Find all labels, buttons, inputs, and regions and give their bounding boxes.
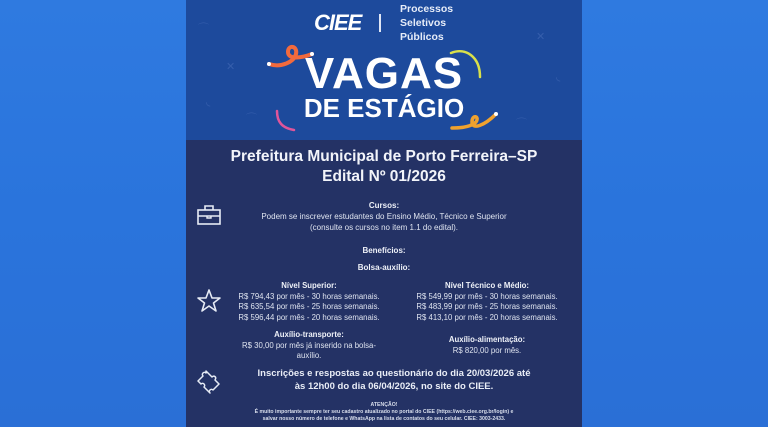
- atencao-text: É muito importante sempre ter seu cadastro atualizado no portal do CIEE (https://web.ciee.org.br/login) e: [254, 409, 514, 415]
- transporte-text: auxílio.: [296, 351, 322, 360]
- atencao-text: salvar nosso número de telefone e WhatsApp na lista de contatos do seu celular. CIEE: 3003-2433.: [262, 416, 506, 422]
- inscricoes-line: Inscrições e respostas ao questionário do dia 20/03/2026 até: [257, 368, 531, 379]
- title-vagas: VAGAS: [304, 49, 464, 98]
- cursos-heading: Cursos:: [368, 201, 400, 210]
- atencao-heading: ATENÇÃO!: [370, 402, 398, 408]
- organization-name: Prefeitura Municipal de Porto Ferreira–SP: [230, 148, 538, 165]
- beneficios-heading: Benefícios:: [362, 246, 406, 255]
- tagline-line: Seletivos: [400, 17, 447, 29]
- transporte-text: R$ 30,00 por mês já inserido na bolsa-: [242, 340, 376, 350]
- poster-header: [186, 0, 582, 140]
- atencao-block: [196, 402, 572, 423]
- doodle-icon: ✕: [536, 31, 546, 43]
- tagline-line: Processos: [400, 3, 454, 15]
- auxilio-transporte: [226, 330, 392, 362]
- organization-block: [186, 147, 582, 187]
- nivel-tecnico-medio: [404, 281, 570, 323]
- bolsa-row: R$ 596,44 por mês - 20 horas semanais.: [238, 312, 380, 322]
- bolsa-row: R$ 794,43 por mês - 30 horas semanais.: [238, 291, 380, 301]
- bolsa-row: R$ 413,10 por mês - 20 horas semanais.: [416, 312, 558, 322]
- puzzle-icon: [196, 368, 222, 394]
- star-icon: [196, 288, 222, 314]
- title-de-estagio: DE ESTÁGIO: [303, 93, 465, 123]
- nivel-superior: [226, 281, 392, 323]
- ciee-logo: CIEE: [314, 10, 362, 35]
- cursos-text: Podem se inscrever estudantes do Ensino Médio, Técnico e Superior: [261, 212, 507, 221]
- bolsa-row: R$ 635,54 por mês - 25 horas semanais.: [238, 302, 380, 311]
- bolsa-heading: Bolsa-auxílio:: [357, 263, 411, 272]
- poster: [186, 0, 582, 427]
- beneficios-section: [186, 245, 582, 273]
- bolsa-row: R$ 483,99 por mês - 25 horas semanais.: [416, 302, 558, 311]
- logo-tagline: [400, 2, 453, 44]
- transporte-heading: Auxílio-transporte:: [274, 330, 344, 339]
- nivel-tecnico-heading: Nível Técnico e Médio:: [444, 281, 530, 290]
- doodle-icon: ⌒: [198, 23, 209, 35]
- bolsa-row: R$ 549,99 por mês - 30 horas semanais.: [416, 291, 558, 301]
- doodle-icon: ✕: [226, 61, 236, 73]
- tagline-line: Públicos: [400, 31, 444, 43]
- logo-divider: [379, 14, 381, 32]
- nivel-superior-heading: Nível Superior:: [281, 281, 337, 290]
- doodle-icon: ◟: [556, 71, 561, 83]
- doodle-icon: ◟: [206, 96, 211, 108]
- doodle-icon: ⌒: [246, 113, 257, 125]
- auxilio-alimentacao: [404, 335, 570, 356]
- cursos-section: [186, 200, 582, 233]
- inscricoes-text: [226, 367, 562, 393]
- alimentacao-text: R$ 820,00 por mês.: [452, 345, 522, 355]
- cursos-text: (consulte os cursos no item 1.1 do edital).: [309, 223, 459, 232]
- inscricoes-line: às 12h00 do dia 06/04/2026, no site do CIEE.: [294, 381, 494, 392]
- alimentacao-heading: Auxílio-alimentação:: [448, 335, 526, 344]
- logo-row: [186, 2, 582, 46]
- doodle-icon: ⌒: [516, 118, 527, 130]
- edital-number: Edital Nº 01/2026: [322, 168, 446, 185]
